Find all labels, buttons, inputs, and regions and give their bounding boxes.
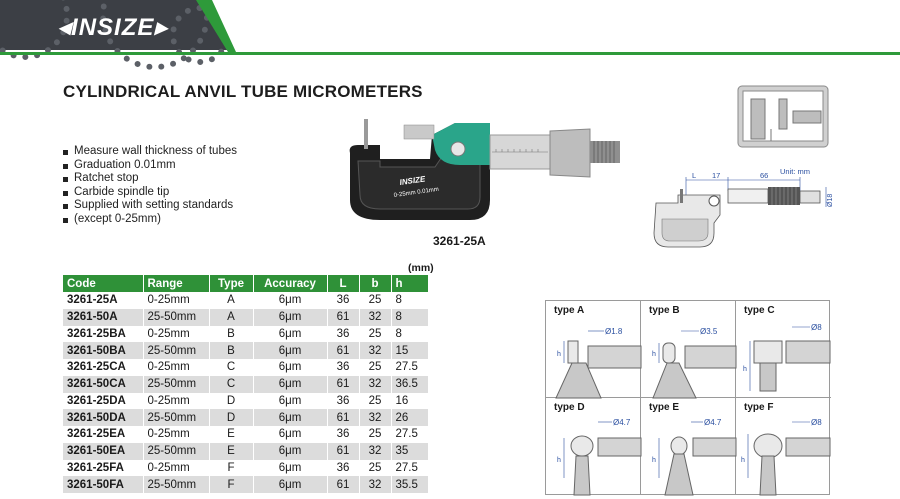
cell-range: 0-25mm [143, 426, 209, 443]
cell-accuracy: 6μm [253, 309, 327, 326]
cell-l: 61 [327, 342, 359, 359]
cell-accuracy: 6μm [253, 409, 327, 426]
cell-b: 25 [359, 426, 391, 443]
cell-l: 36 [327, 326, 359, 343]
cell-type: B [209, 326, 253, 343]
cell-h: 26 [391, 409, 428, 426]
cell-range: 0-25mm [143, 460, 209, 477]
cell-code: 3261-50EA [63, 443, 143, 460]
type-c-h: h [743, 366, 747, 373]
cell-type: D [209, 393, 253, 410]
cell-code: 3261-25EA [63, 426, 143, 443]
cell-accuracy: 6μm [253, 426, 327, 443]
table-row [63, 460, 428, 477]
cell-code: 3261-25CA [63, 359, 143, 376]
dim-66: 66 [760, 171, 769, 180]
type-d-dim: Ø4.7 [613, 418, 631, 427]
cell-code: 3261-50BA [63, 342, 143, 359]
header-h: h [391, 275, 428, 292]
table-row [63, 376, 428, 393]
product-model-label: 3261-25A [433, 234, 486, 248]
type-c-dim: Ø8 [811, 323, 822, 332]
type-d-h: h [557, 457, 561, 464]
cell-range: 25-50mm [143, 342, 209, 359]
cell-code: 3261-50FA [63, 476, 143, 493]
cell-code: 3261-50DA [63, 409, 143, 426]
table-row [63, 409, 428, 426]
type-f-label: type F [744, 402, 774, 413]
type-e-h: h [652, 457, 656, 464]
micrometer-illustration [340, 105, 630, 240]
type-d-diagram [546, 398, 641, 495]
cell-l: 61 [327, 309, 359, 326]
cell-l: 36 [327, 460, 359, 477]
table-row [63, 443, 428, 460]
frame-brand-text: INSIZE [399, 174, 426, 187]
type-f-h: h [741, 457, 745, 464]
header-accuracy: Accuracy [253, 275, 327, 292]
header-banner [0, 0, 900, 56]
technical-drawing [648, 163, 833, 253]
cell-type: B [209, 342, 253, 359]
table-row [63, 326, 428, 343]
cell-b: 32 [359, 443, 391, 460]
cell-l: 36 [327, 292, 359, 309]
cell-range: 0-25mm [143, 292, 209, 309]
cell-accuracy: 6μm [253, 476, 327, 493]
header-code: Code [63, 275, 143, 292]
cell-accuracy: 6μm [253, 359, 327, 376]
cell-accuracy: 6μm [253, 342, 327, 359]
cell-accuracy: 6μm [253, 292, 327, 309]
cell-type: D [209, 409, 253, 426]
cell-h: 27.5 [391, 460, 428, 477]
cell-b: 25 [359, 460, 391, 477]
type-b-diagram [641, 301, 736, 398]
cell-h: 27.5 [391, 426, 428, 443]
frame-spec-text: 0-25mm 0.01mm [393, 186, 440, 199]
type-b-cell [641, 301, 736, 398]
page-title: CYLINDRICAL ANVIL TUBE MICROMETERS [63, 82, 423, 101]
cell-code: 3261-25FA [63, 460, 143, 477]
type-b-h: h [652, 351, 656, 358]
cell-l: 36 [327, 393, 359, 410]
cell-l: 36 [327, 359, 359, 376]
cell-accuracy: 6μm [253, 376, 327, 393]
cell-l: 36 [327, 426, 359, 443]
header-l: L [327, 275, 359, 292]
cell-code: 3261-50CA [63, 376, 143, 393]
cell-l: 61 [327, 443, 359, 460]
type-a-diagram [546, 301, 641, 398]
tip-types-grid [545, 300, 830, 495]
cell-accuracy: 6μm [253, 326, 327, 343]
spec-table [63, 275, 429, 493]
unit-label: Unit: mm [780, 167, 810, 176]
cell-range: 25-50mm [143, 443, 209, 460]
cell-code: 3261-50A [63, 309, 143, 326]
feature-item: Ratchet stop [63, 172, 237, 186]
brand-logo: ◂INSIZE▸ [58, 14, 168, 41]
type-a-label: type A [554, 305, 585, 316]
cell-type: F [209, 476, 253, 493]
cell-h: 16 [391, 393, 428, 410]
cell-range: 25-50mm [143, 476, 209, 493]
cell-accuracy: 6μm [253, 443, 327, 460]
cell-code: 3261-25A [63, 292, 143, 309]
type-c-cell [736, 301, 831, 398]
type-f-cell [736, 398, 831, 495]
cell-range: 0-25mm [143, 359, 209, 376]
type-f-dim: Ø8 [811, 418, 822, 427]
cell-range: 25-50mm [143, 309, 209, 326]
cell-b: 25 [359, 326, 391, 343]
type-f-diagram [736, 398, 831, 495]
feature-item: Carbide spindle tip [63, 186, 237, 200]
table-header-row [63, 275, 428, 292]
table-row [63, 393, 428, 410]
type-d-label: type D [554, 402, 585, 413]
cell-l: 61 [327, 376, 359, 393]
logo-arrow-left-icon: ◂ [58, 14, 72, 41]
type-e-dim: Ø4.7 [704, 418, 722, 427]
header-type: Type [209, 275, 253, 292]
cell-h: 27.5 [391, 359, 428, 376]
cell-range: 25-50mm [143, 376, 209, 393]
feature-item: Measure wall thickness of tubes [63, 145, 237, 159]
cell-accuracy: 6μm [253, 393, 327, 410]
type-b-label: type B [649, 305, 680, 316]
cell-l: 61 [327, 476, 359, 493]
cell-b: 32 [359, 342, 391, 359]
cell-b: 32 [359, 409, 391, 426]
cell-code: 3261-25BA [63, 326, 143, 343]
table-row [63, 476, 428, 493]
cell-h: 15 [391, 342, 428, 359]
cell-h: 8 [391, 292, 428, 309]
cell-b: 32 [359, 376, 391, 393]
type-e-label: type E [649, 402, 680, 413]
cell-range: 0-25mm [143, 393, 209, 410]
cell-b: 25 [359, 359, 391, 376]
cell-h: 35 [391, 443, 428, 460]
cell-type: A [209, 292, 253, 309]
type-a-h: h [557, 351, 561, 358]
table-row [63, 309, 428, 326]
dim-17: 17 [712, 171, 721, 180]
cell-code: 3261-25DA [63, 393, 143, 410]
type-e-cell [641, 398, 736, 495]
feature-item: Graduation 0.01mm [63, 159, 237, 173]
header-rule [0, 52, 900, 55]
cell-b: 25 [359, 292, 391, 309]
type-b-dim: Ø3.5 [700, 327, 718, 336]
type-c-diagram [736, 301, 831, 398]
cell-b: 32 [359, 476, 391, 493]
type-d-cell [546, 398, 641, 495]
type-c-label: type C [744, 305, 775, 316]
feature-list [63, 145, 237, 226]
cell-type: C [209, 359, 253, 376]
cell-l: 61 [327, 409, 359, 426]
type-a-cell [546, 301, 641, 398]
table-unit-label: (mm) [408, 262, 434, 274]
cell-type: E [209, 443, 253, 460]
table-row [63, 342, 428, 359]
cell-type: E [209, 426, 253, 443]
feature-item: Supplied with setting standards [63, 199, 237, 213]
cell-h: 36.5 [391, 376, 428, 393]
cell-type: A [209, 309, 253, 326]
table-body [63, 292, 428, 493]
type-e-diagram [641, 398, 736, 495]
logo-arrow-right-icon: ▸ [154, 14, 168, 41]
feature-item-continued: (except 0-25mm) [63, 213, 237, 227]
type-a-dim: Ø1.8 [605, 327, 623, 336]
header-range: Range [143, 275, 209, 292]
cell-b: 25 [359, 393, 391, 410]
table-row [63, 292, 428, 309]
cell-range: 25-50mm [143, 409, 209, 426]
cell-h: 8 [391, 326, 428, 343]
table-row [63, 359, 428, 376]
cell-b: 32 [359, 309, 391, 326]
cell-range: 0-25mm [143, 326, 209, 343]
inset-diagram [737, 85, 829, 148]
cell-type: F [209, 460, 253, 477]
cell-h: 8 [391, 309, 428, 326]
dim-phi18: Ø18 [827, 193, 834, 207]
cell-accuracy: 6μm [253, 460, 327, 477]
cell-type: C [209, 376, 253, 393]
table-row [63, 426, 428, 443]
header-b: b [359, 275, 391, 292]
cell-h: 35.5 [391, 476, 428, 493]
dim-l: L [692, 171, 697, 180]
